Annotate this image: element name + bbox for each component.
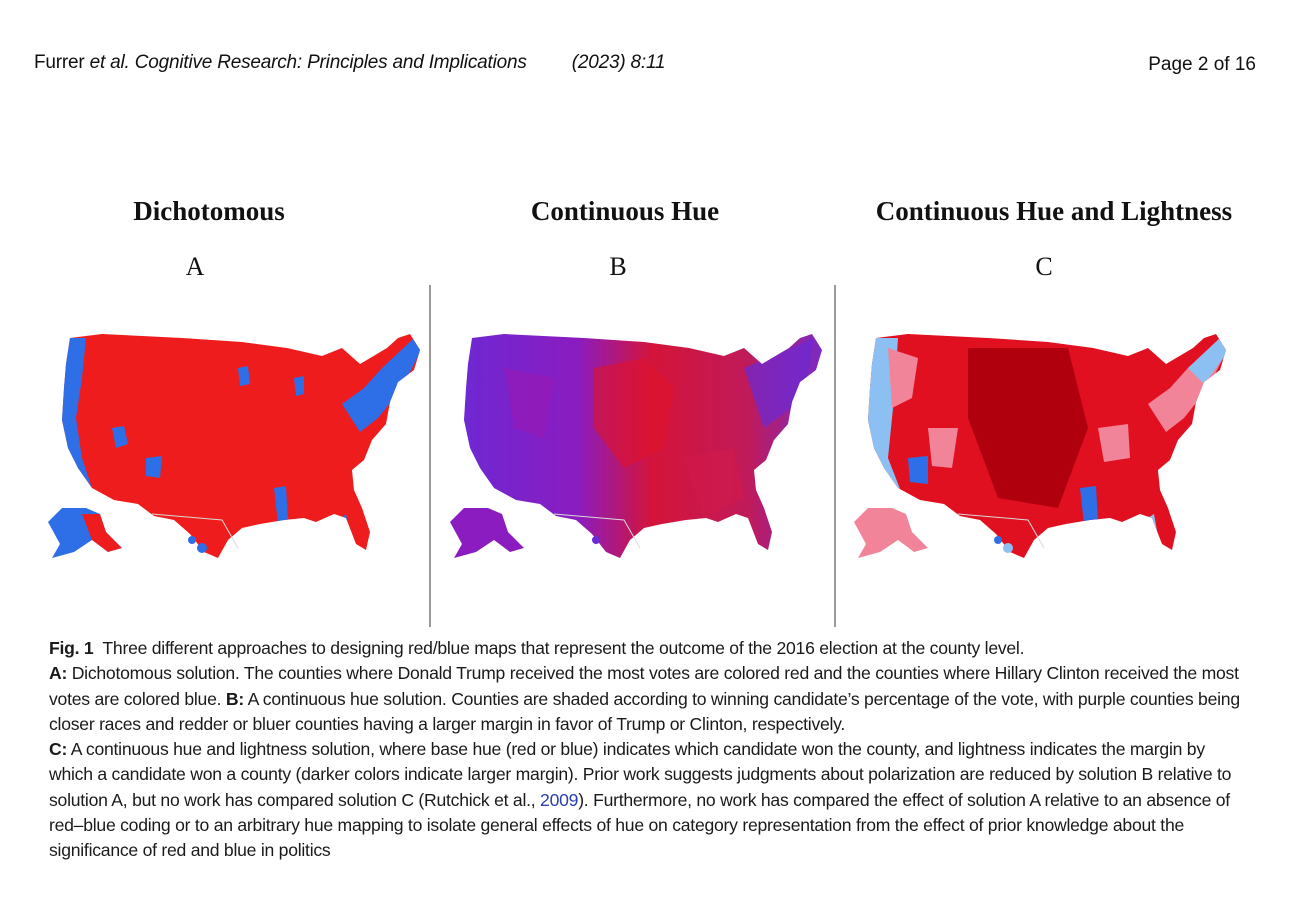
caption-c-label: C: bbox=[49, 739, 68, 760]
panel-divider-1 bbox=[429, 285, 431, 627]
journal-name: Cognitive Research: Principles and Implications bbox=[134, 52, 527, 73]
map-dichotomous bbox=[42, 308, 422, 558]
panel-a-letter: A bbox=[185, 252, 205, 281]
map-continuous-hue bbox=[444, 308, 824, 558]
panel-a-title: Dichotomous bbox=[133, 196, 285, 226]
panel-divider-2 bbox=[834, 285, 836, 627]
caption-b-label: B: bbox=[225, 688, 244, 709]
map-continuous-hue-lightness bbox=[848, 308, 1228, 558]
figure-caption bbox=[49, 636, 1249, 864]
caption-b-text: A continuous hue solution. Counties are shaded according to winning candidate’s percentage of the vote, with purple counties being closer races and redder or bluer counties having a larger margin in favor of Trump or Clinton, respectively. bbox=[49, 688, 1240, 734]
caption-lead: Three different approaches to designing red/blue maps that represent the outcome of the 2016 election at the county level. bbox=[102, 638, 1025, 658]
panel-c-title: Continuous Hue and Lightness bbox=[875, 196, 1233, 226]
panel-b-title: Continuous Hue bbox=[530, 196, 720, 226]
caption-a-label: A: bbox=[49, 663, 68, 684]
journal-year-volume: (2023) 8:11 bbox=[571, 52, 666, 73]
caption-c-text-1: A continuous hue and lightness solution, where base hue (red or blue) indicates which candidate won the county, and lightness indicates the margin by which a candidate won a county (darker colors indicate larger margin). Prior work suggests judgments about polarization are reduced by solution B relative to solution A, but no work has compared solution C (Rutchick et al., bbox=[49, 739, 1232, 810]
journal-etal: et al. bbox=[89, 52, 130, 73]
caption-fig-label: Fig. 1 bbox=[49, 638, 94, 658]
panel-b-letter: B bbox=[609, 252, 627, 281]
panel-c-letter: C bbox=[1035, 252, 1053, 281]
figure-1 bbox=[0, 190, 1296, 630]
caption-c-text-2: ). Furthermore, no work has compared the effect of solution A relative to an absence of red–blue coding or to an arbitrary hue mapping to isolate general effects of hue on category representation from the effect of prior knowledge about the significance of red and blue in politics bbox=[49, 789, 1230, 861]
page-number: Page 2 of 16 bbox=[1148, 54, 1256, 75]
running-head bbox=[34, 52, 665, 74]
journal-author: Furrer bbox=[34, 52, 85, 73]
citation-link-2009[interactable]: 2009 bbox=[540, 789, 579, 810]
caption-a-text: Dichotomous solution. The counties where Donald Trump received the most votes are colored red and the counties where Hillary Clinton received the most votes are colored blue. bbox=[49, 663, 1239, 709]
